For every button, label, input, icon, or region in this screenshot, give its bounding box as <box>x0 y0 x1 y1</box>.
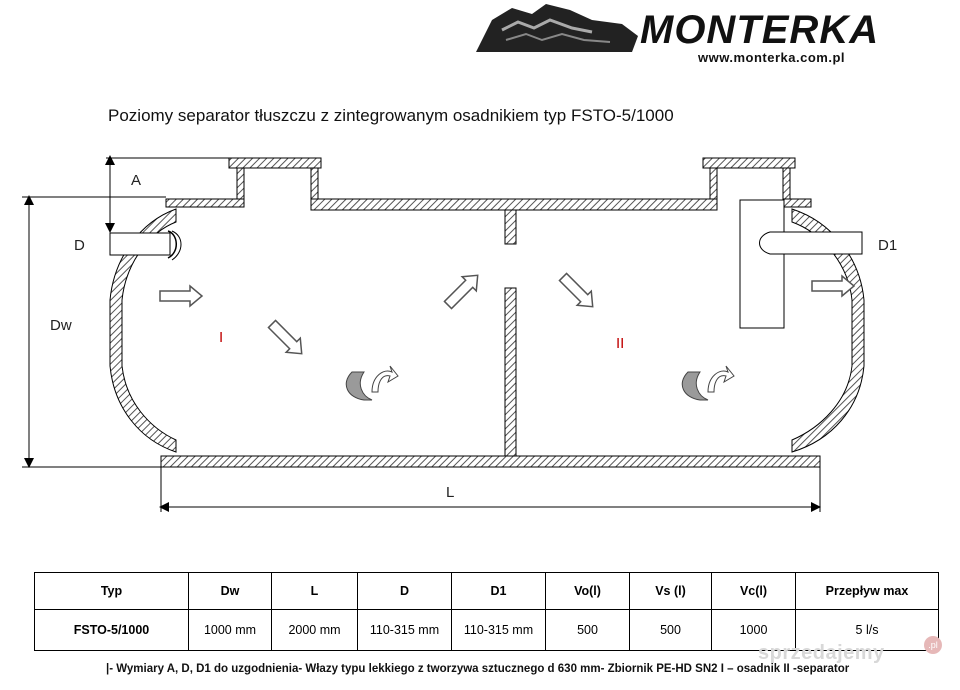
header-typ: Typ <box>35 573 189 610</box>
logo-brand: MONTERKA <box>640 8 880 52</box>
settling-arrow-right <box>682 366 734 400</box>
header-vo: Vo(l) <box>546 573 630 610</box>
watermark-badge: .pl <box>924 636 942 654</box>
header-d1: D1 <box>452 573 546 610</box>
logo-url: www.monterka.com.pl <box>698 50 845 65</box>
cell-dw: 1000 mm <box>189 610 272 651</box>
label-d1: D1 <box>878 237 898 254</box>
flow-arrow-inlet <box>160 286 202 306</box>
cell-typ: FSTO-5/1000 <box>35 610 189 651</box>
spec-table <box>34 572 939 651</box>
label-l: L <box>446 484 455 501</box>
diagram-title: Poziomy separator tłuszczu z zintegrowanym osadnikiem typ FSTO-5/1000 <box>108 106 674 125</box>
header-d: D <box>358 573 452 610</box>
chamber-label-ii: II <box>616 335 625 352</box>
table-header-row <box>35 573 939 610</box>
header-vs: Vs (l) <box>630 573 712 610</box>
manhole-cover-left <box>229 158 321 168</box>
outlet-chamber <box>740 200 784 328</box>
cell-vc: 1000 <box>712 610 796 651</box>
top-wall-left <box>166 199 244 207</box>
watermark-text: sprzedajemy <box>758 642 885 664</box>
chamber-label-i: I <box>219 329 224 346</box>
manhole-cover-right <box>703 158 795 168</box>
flow-arrow-up-middle <box>441 268 485 312</box>
cell-vo: 500 <box>546 610 630 651</box>
outlet-pipe <box>760 232 863 254</box>
top-wall-right <box>783 199 811 207</box>
shaft-left-wall <box>237 168 244 199</box>
top-wall-middle <box>311 199 717 210</box>
shaft-right-wall-inner <box>783 168 790 199</box>
flow-arrow-down-left <box>265 317 309 361</box>
header-flow: Przepływ max <box>796 573 939 610</box>
header-vc: Vc(l) <box>712 573 796 610</box>
label-dw: Dw <box>50 317 72 334</box>
partition-wall <box>505 288 516 456</box>
footnote: |- Wymiary A, D, D1 do uzgodnienia- Włazy typu lekkiego z tworzywa sztucznego d 630 mm- Zbiornik PE-HD SN2 I – osadnik II -separator <box>106 663 850 675</box>
cell-vs: 500 <box>630 610 712 651</box>
shaft-right-wall <box>710 168 717 199</box>
label-a: A <box>131 172 142 189</box>
inlet-pipe <box>110 233 170 255</box>
header-dw: Dw <box>189 573 272 610</box>
shaft-left-wall-inner <box>311 168 318 199</box>
baffle-top <box>505 210 516 244</box>
cell-d1: 110-315 mm <box>452 610 546 651</box>
bottom-wall <box>161 456 820 467</box>
cell-d: 110-315 mm <box>358 610 452 651</box>
flow-arrow-down-right <box>556 270 600 314</box>
cell-flow: 5 l/s <box>796 610 939 651</box>
header-l: L <box>272 573 358 610</box>
settling-arrow-left <box>346 366 398 400</box>
label-d: D <box>74 237 85 254</box>
cell-l: 2000 mm <box>272 610 358 651</box>
